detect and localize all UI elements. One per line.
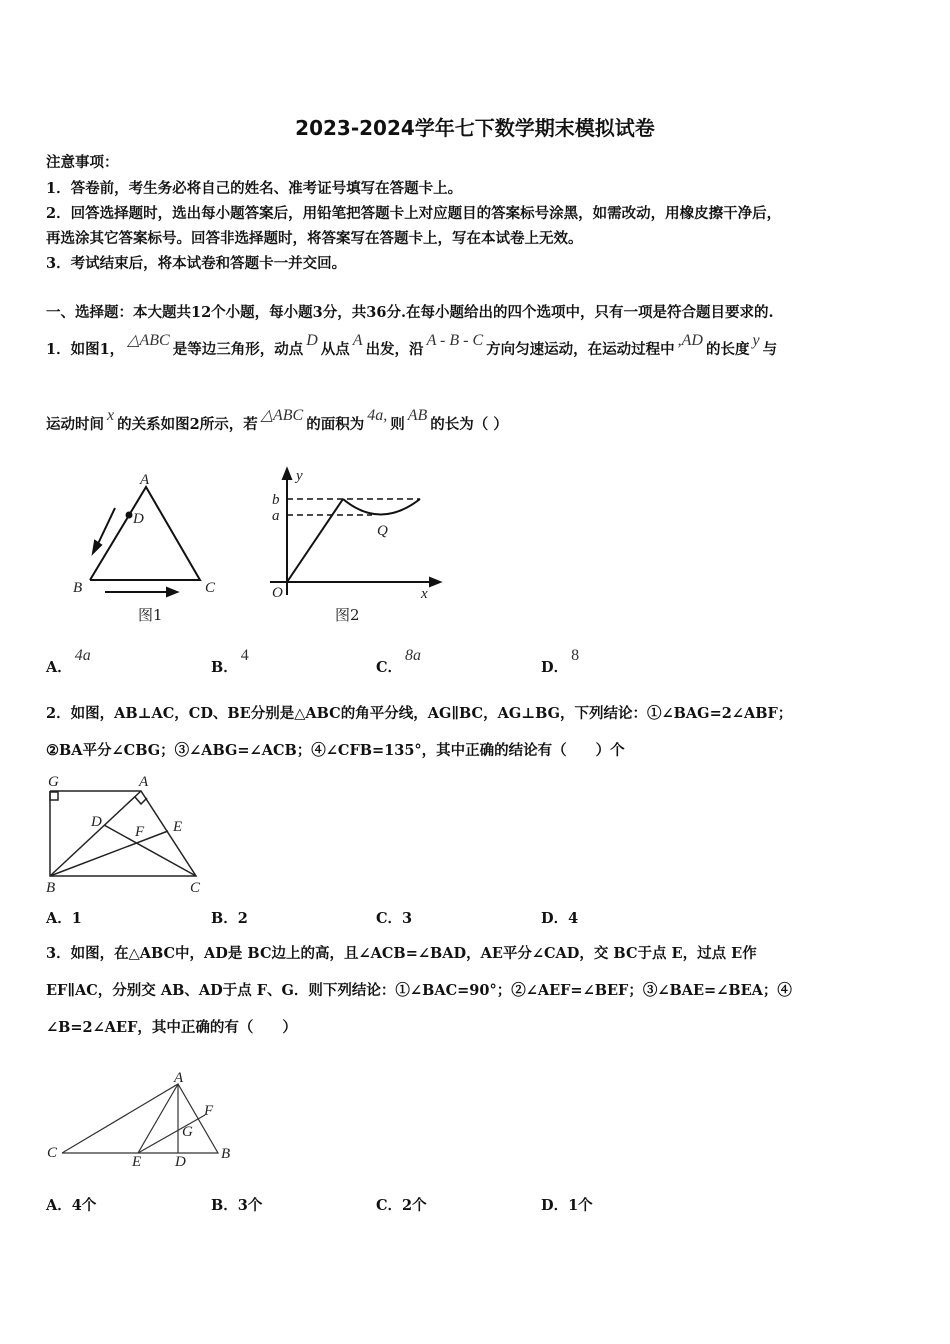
label-y: y xyxy=(296,468,303,484)
label-C: C xyxy=(205,580,216,596)
q2-option-b[interactable]: B．2 xyxy=(211,910,248,927)
option-letter: B． xyxy=(211,659,238,676)
label-O: O xyxy=(272,585,283,601)
label-Q: Q xyxy=(377,523,388,539)
label-D: D xyxy=(133,511,144,527)
label-E: E xyxy=(132,1154,142,1170)
text: 方向匀速运动，在运动过程中 xyxy=(486,341,675,358)
label-A: A xyxy=(139,774,149,790)
label-B: B xyxy=(46,880,56,896)
q3-line2: EF∥AC，分别交 AB、AD于点 F、G．则下列结论：①∠BAC=90°；②∠AEF=∠BEF；③∠BAE=∠BEA；④ xyxy=(46,982,792,999)
q3-line1: 3．如图，在△ABC中，AD是 BC边上的高，且∠ACB=∠BAD，AE平分∠CAD，交 BC于点 E，过点 E作 xyxy=(46,945,757,962)
math: A - B - C xyxy=(426,332,484,349)
math: ,AD xyxy=(677,332,703,349)
text: 与 xyxy=(762,341,778,358)
text: 的长为（ ） xyxy=(430,416,508,433)
label-B: B xyxy=(73,580,83,596)
q2-option-d[interactable]: D．4 xyxy=(541,910,579,927)
text: 则 xyxy=(390,416,405,433)
label-B: B xyxy=(221,1146,231,1162)
math: D xyxy=(306,332,318,349)
label-b: b xyxy=(272,492,280,508)
label-A: A xyxy=(140,472,150,488)
math: y xyxy=(752,332,760,349)
fig1-caption: 图1 xyxy=(138,606,163,624)
option-letter: D． xyxy=(541,659,569,676)
math: x xyxy=(107,407,115,424)
q2-line2: ②BA平分∠CBG；③∠ABG=∠ACB；④∠CFB=135°，其中正确的结论有（ ）个 xyxy=(46,742,625,759)
page-title: 2023-2024学年七下数学期末模拟试卷 xyxy=(295,116,655,140)
q2-option-c[interactable]: C．3 xyxy=(376,910,413,927)
text: 运动时间 xyxy=(46,416,104,433)
q1-option-a[interactable] xyxy=(46,647,94,677)
math: △ABC xyxy=(260,407,304,424)
text: 的长度 xyxy=(705,341,750,358)
option-value: 8 xyxy=(571,647,580,664)
option-letter: A． xyxy=(46,659,72,676)
label-G: G xyxy=(182,1124,193,1140)
q1-figure-2 xyxy=(270,469,440,595)
text: 1．如图1， xyxy=(46,341,125,358)
label-a: a xyxy=(272,508,280,524)
option-value: 8a xyxy=(405,647,422,664)
note-item: 再选涂其它答案标号。回答非选择题时，将答案写在答题卡上，写在本试卷上无效。 xyxy=(46,230,583,247)
text: 从点 xyxy=(320,341,350,358)
text: 出发，沿 xyxy=(365,341,424,358)
label-G: G xyxy=(48,774,59,790)
label-F: F xyxy=(204,1103,214,1119)
q3-option-c[interactable]: C．2个 xyxy=(376,1197,427,1214)
text: 的面积为 xyxy=(306,416,365,433)
q1-option-b[interactable] xyxy=(211,647,252,677)
math: A xyxy=(352,332,363,349)
note-item: 2．回答选择题时，选出每小题答案后，用铅笔把答题卡上对应题目的答案标号涂黑，如需改动，用橡皮擦干净后， xyxy=(46,205,782,222)
option-letter: C． xyxy=(376,659,403,676)
notes-heading: 注意事项： xyxy=(46,154,119,171)
math: AB xyxy=(407,407,428,424)
q3-option-b[interactable]: B．3个 xyxy=(211,1197,263,1214)
label-A: A xyxy=(174,1070,184,1086)
text: 是等边三角形，动点 xyxy=(172,341,304,358)
fig2-caption: 图2 xyxy=(335,606,360,624)
text: 的关系如图2所示，若 xyxy=(117,416,258,433)
section-heading: 一、选择题：本大题共12个小题，每小题3分，共36分.在每小题给出的四个选项中，只有一项是符合题目要求的. xyxy=(46,304,774,321)
q2-option-a[interactable]: A．1 xyxy=(46,910,82,927)
q3-figure xyxy=(62,1084,218,1153)
q3-option-d[interactable]: D．1个 xyxy=(541,1197,593,1214)
q3-option-a[interactable]: A．4个 xyxy=(46,1197,97,1214)
note-item: 1．答卷前，考生务必将自己的姓名、准考证号填写在答题卡上。 xyxy=(46,180,463,197)
label-x: x xyxy=(421,586,428,602)
math: 4a, xyxy=(367,407,388,424)
label-C: C xyxy=(190,880,201,896)
note-item: 3．考试结束后，将本试卷和答题卡一并交回。 xyxy=(46,255,347,272)
label-F: F xyxy=(135,824,145,840)
q1-option-d[interactable] xyxy=(541,647,582,677)
label-D: D xyxy=(175,1154,186,1170)
q2-line1: 2．如图，AB⊥AC，CD、BE分别是△ABC的角平分线，AG∥BC，AG⊥BG，下列结论：①∠BAG=2∠ABF； xyxy=(46,705,793,722)
label-D: D xyxy=(91,814,102,830)
q1-figure-1 xyxy=(90,487,200,596)
label-C: C xyxy=(47,1145,58,1161)
label-E: E xyxy=(173,819,183,835)
option-value: 4 xyxy=(240,647,249,664)
math: △ABC xyxy=(127,332,170,349)
q1-option-c[interactable] xyxy=(376,647,424,677)
q3-line3: ∠B=2∠AEF，其中正确的有（ ） xyxy=(46,1019,297,1036)
option-value: 4a xyxy=(74,647,91,664)
